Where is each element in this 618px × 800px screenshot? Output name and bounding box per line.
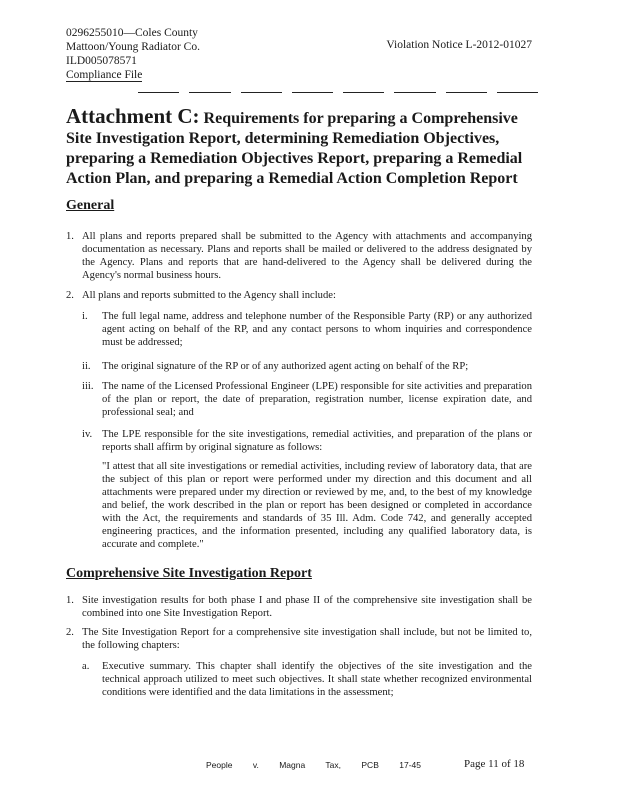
sub-item: The LPE responsible for the site investigations, remedial activities, and preparation of the plans or reports shall affirm by original signature as follows: — [102, 429, 532, 453]
attachment-label: Attachment C: — [66, 104, 200, 128]
header-line-2: Mattoon/Young Radiator Co. — [66, 41, 200, 53]
section-csir-heading: Comprehensive Site Investigation Report — [66, 566, 312, 581]
header-line-3: ILD005078571 — [66, 55, 137, 67]
sub-item: Executive summary. This chapter shall identify the objectives of the site investigation and the technical approach utilized to meet such objectives. It shall state whether recognized environmental conditions were identified and the data limitations in the assessment; — [102, 661, 532, 698]
sub-item: The name of the Licensed Professional Engineer (LPE) responsible for site activities and preparation of the plan or report, the date of preparation, registration number, license expiration date, and professional seal; and — [102, 381, 532, 418]
sub-item: The original signature of the RP or of any authorized agent acting on behalf of the RP; — [102, 361, 469, 372]
page-number: Page 11 of 18 — [464, 758, 525, 770]
attachment-subtitle: Requirements for preparing a Comprehensive Site Investigation Report, determining Remediation Objectives, preparing a Remediation Objectives Report, preparing a Remedial Action Plan, and preparing a Remedial Action Completion Report — [66, 110, 523, 187]
attachment-title — [66, 106, 536, 189]
section-general-heading: General — [66, 198, 115, 213]
header-line-1: 0296255010—Coles County — [66, 27, 198, 39]
sub-number: ii. — [82, 361, 91, 372]
footer-citation — [206, 760, 437, 770]
list-number: 2. — [66, 627, 74, 638]
footer-tax: Tax, — [325, 760, 342, 770]
list-item: The Site Investigation Report for a comprehensive site investigation shall include, but not be limited to, the following chapters: — [82, 627, 532, 651]
lpe-attestation-quote: "I attest that all site investigations or remedial activities, including review of laboratory data, that are the subject of this plan or report were performed under my direction and this document and all attachments were prepared under my direction or reviewed by me, and, to the best of my knowledge and belief, the work described in the plan or report has been designed or completed in accordance with the Act, the requirements and standards of 35 Ill. Adm. Code 742, and generally accepted engineering practices, and the information presented, including any qualified laboratory data, is accurate and complete." — [102, 461, 532, 550]
violation-notice: Violation Notice L-2012-01027 — [386, 39, 532, 51]
list-number: 2. — [66, 290, 74, 301]
sub-number: i. — [82, 311, 88, 322]
footer-people: People — [206, 760, 233, 770]
footer-v: v. — [252, 760, 259, 770]
signature-blanks — [138, 89, 538, 93]
sub-number: iii. — [82, 381, 94, 392]
list-item: Site investigation results for both phase I and phase II of the comprehensive site investigation shall be combined into one Site Investigation Report. — [82, 595, 532, 619]
footer-case-number: 17-45 — [399, 760, 421, 770]
sub-number: iv. — [82, 429, 93, 440]
list-number: 1. — [66, 231, 74, 242]
footer-pcb: PCB — [361, 760, 379, 770]
header-line-4: Compliance File — [66, 69, 143, 81]
list-item: All plans and reports prepared shall be submitted to the Agency with attachments and accompanying documentation as necessary. Plans and reports shall be mailed or delivered to the address designated by the Agency. Plans and reports that are hand-delivered to the Agency shall be delivered during the Agency's normal business hours. — [82, 231, 532, 281]
header-block — [66, 26, 200, 82]
sub-number: a. — [82, 661, 90, 672]
list-item: All plans and reports submitted to the Agency shall include: — [82, 290, 336, 301]
list-number: 1. — [66, 595, 74, 606]
footer-magna: Magna — [279, 760, 306, 770]
sub-item: The full legal name, address and telephone number of the Responsible Party (RP) or any authorized agent acting on behalf of the RP, and any contact persons to whom inquiries and correspondence must be addressed; — [102, 311, 532, 348]
